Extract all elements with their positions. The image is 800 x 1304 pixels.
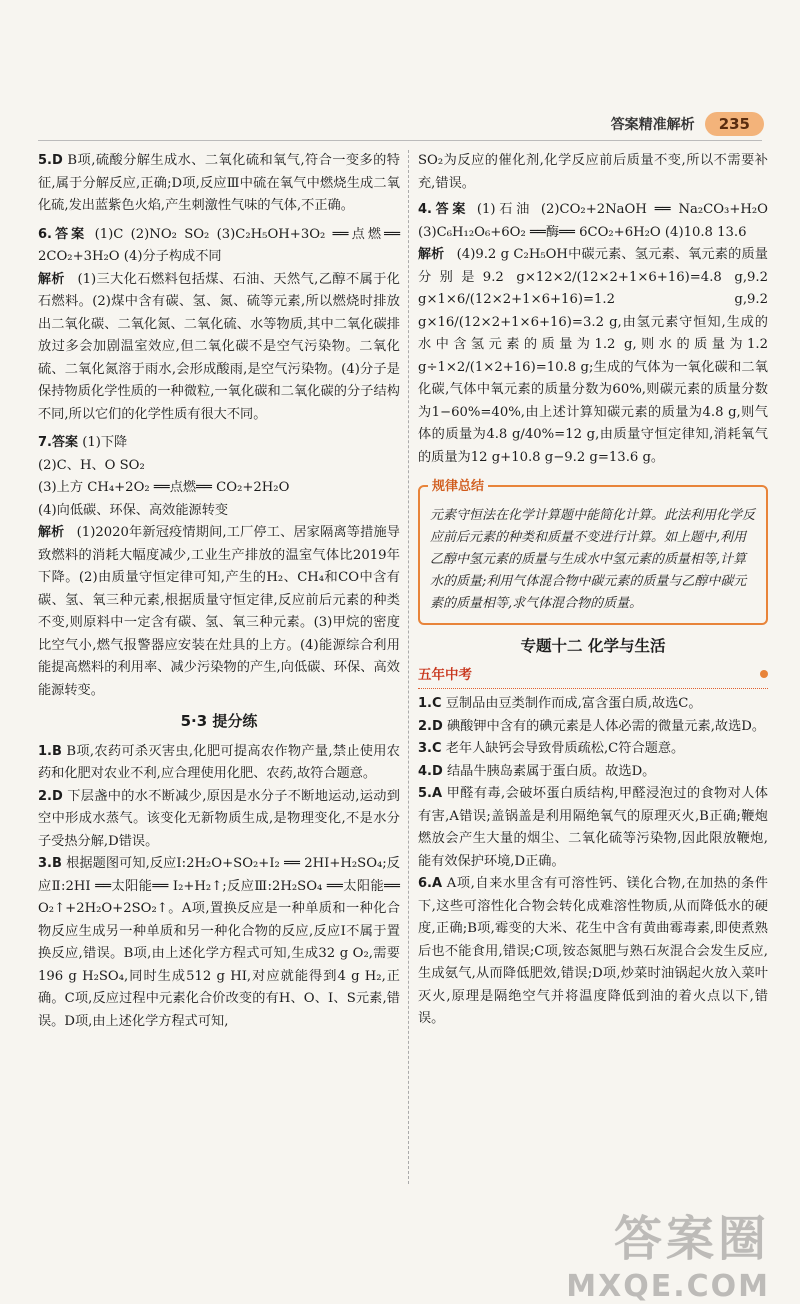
exam-item: 4.D 结晶牛胰岛素属于蛋白质。故选D。 xyxy=(418,763,656,779)
page-number: 235 xyxy=(705,112,764,136)
tip-text: 元素守恒法在化学计算题中能简化计算。此法利用化学反应前后元素的种类和质量不变进行计算。如上题中,利用乙醇中氢元素的质量与生成水中氢元素的质量相等,计算水的质量;利用气体混合物中碳元素的质量与乙醇中碳元素的质量相等,求气体混合物的质量。 xyxy=(430,508,756,611)
five-year-header: 五年中考 xyxy=(418,664,768,690)
analysis-7: 解析 (1)2020年新冠疫情期间,工厂停工、居家隔离等措施导致燃料的消耗大幅度减少,工业生产排放的温室气体比2019年下降。(2)由质量守恒定律可知,产生的H₂、CH₄和CO中含有碳、氢、氧三种元素,根据质量守恒定律,反应前后元素的种类不变,则原料中一定含有碳、氢、氧三种元素。(3)甲烷的密度比空气小,燃气报警器应安装在灶具的上方。(4)能源综合利用能提高燃料的利用率、减少污染物的产生,向低碳、环保、高效能源转变。 xyxy=(38,525,400,698)
answer-7-part4: (4)向低碳、环保、高效能源转变 xyxy=(38,502,229,518)
topic-title: 专题十二 化学与生活 xyxy=(520,637,666,655)
practice-1: 1.B B项,农药可杀灭害虫,化肥可提高农作物产量,禁止使用农药和化肥对农业不利,应合理使用化肥、农药,故符合题意。 xyxy=(38,743,400,781)
exam-item: 2.D 碘酸钾中含有的碘元素是人体必需的微量元素,故选D。 xyxy=(418,718,766,734)
practice-3-continued: SO₂为反应的催化剂,化学反应前后质量不变,所以不需要补充,错误。 xyxy=(418,153,768,191)
exam-item: 3.C 老年人缺钙会导致骨质疏松,C符合题意。 xyxy=(418,741,685,756)
section-title: 5·3 提分练 xyxy=(180,712,258,730)
left-column xyxy=(38,150,400,1033)
header-label: 答案精准解析 xyxy=(610,117,695,133)
answer-7-part2: (2)C、H、O SO₂ xyxy=(38,457,145,473)
watermark-logo: 答案圈 MXQE.COM xyxy=(566,1211,770,1304)
exam-answers xyxy=(418,693,768,1031)
analysis-6: 解析 (1)三大化石燃料包括煤、石油、天然气,乙醇不属于化石燃料。(2)煤中含有碳、氢、氮、硫等元素,所以燃烧时排放出二氧化碳、二氧化氮、二氧化硫、水等物质,其中二氧化碳排放过多会加剧温室效应,但二氧化碳不是空气污染物。二氧化硫、二氧化氮溶于雨水,会形成酸雨,是空气污染物。(4)分子是保持物质化学性质的一种微粒,一氧化碳和二氧化碳的分子结构不同,所以它们的化学性质有很大不同。 xyxy=(38,271,400,422)
answer-7: 7.答案 (1)下降 xyxy=(38,435,128,450)
page-header xyxy=(611,112,764,136)
tip-box xyxy=(418,479,768,625)
answer-5: 5.D B项,硫酸分解生成水、二氧化硫和氧气,符合一变多的特征,属于分解反应,正确;D项,反应Ⅲ中硫在氧气中燃烧生成二氧化硫,发出蓝紫色火焰,产生刺激性气味的气体,不正确。 xyxy=(38,153,400,213)
right-column xyxy=(418,150,768,1031)
practice-3: 3.B 根据题图可知,反应Ⅰ:2H₂O+SO₂+I₂ ══ 2HI+H₂SO₄;反应Ⅱ:2HI ══太阳能══ I₂+H₂↑;反应Ⅲ:2H₂SO₄ ══太阳能══ O₂↑+2H₂O+2SO₂↑。A项,置换反应是一种单质和一种化合物反应生成另一种单质和另一种化合物的反应,反应Ⅰ不属于置换反应,错误。B项,由上述化学方程式可知,生成32 g O₂,需要196 g H₂SO₄,同时生成512 g HI,对应就能得到4 g H₂,正确。C项,反应过程中元素化合价改变的有H、O、I、S元素,错误。D项,由上述化学方程式可知, xyxy=(38,856,400,1029)
bullet-dot-icon xyxy=(760,670,768,678)
answer-4: 4.答案 (1)石油 (2)CO₂+2NaOH ══ Na₂CO₃+H₂O (3)C₆H₁₂O₆+6O₂ ══酶══ 6CO₂+6H₂O (4)10.8 13.6 xyxy=(418,202,768,240)
answer-7-part3: (3)上方 CH₄+2O₂ ══点燃══ CO₂+2H₂O xyxy=(38,480,290,495)
exam-item: 5.A 甲醛有毒,会破坏蛋白质结构,甲醛浸泡过的食物对人体有害,A错误;盖锅盖是利用隔绝氧气的原理灭火,B正确;鞭炮燃放会产生大量的烟尘、二氧化硫等污染物,因此限放鞭炮,能有效保护环境,D正确。 xyxy=(418,786,768,869)
exam-item: 1.C 豆制品由豆类制作而成,富含蛋白质,故选C。 xyxy=(418,696,702,711)
exam-item: 6.A A项,自来水里含有可溶性钙、镁化合物,在加热的条件下,这些可溶性化合物会转化成难溶性物质,从而降低水的硬度,正确;B项,霉变的大米、花生中含有黄曲霉毒素,即使煮熟后也不能食用,错误;C项,铵态氮肥与熟石灰混合会发生反应,生成氨气,从而降低肥效,错误;D项,炒菜时油锅起火放入菜叶灭火,原理是隔绝空气并将温度降低到油的着火点以下,错误。 xyxy=(418,876,768,1026)
header-rule xyxy=(38,140,762,141)
tip-label: 规律总结 xyxy=(428,476,488,498)
answer-6: 6.答案 (1)C (2)NO₂ SO₂ (3)C₂H₅OH+3O₂ ══点燃══ 2CO₂+3H₂O (4)分子构成不同 xyxy=(38,226,401,264)
column-divider xyxy=(408,150,409,1184)
analysis-4: 解析 (4)9.2 g C₂H₅OH中碳元素、氢元素、氧元素的质量分别是9.2 g×12×2/(12×2+1×6+16)=4.8 g,9.2 g×1×6/(12×2+1×6+16)=1.2 g,9.2 g×16/(12×2+1×6+16)=3.2 g,由氢元素守恒知,生成的水中含氢元素的质量为1.2 g,则水的质量为1.2 g÷1×2/(1×2+16)=10.8 g;生成的气体为一氧化碳和二氧化碳,气体中氧元素的质量分数为60%,则碳元素的质量分数为1−60%=40%,由上述计算知碳元素的质量为4.8 g,则气体的质量为4.8 g/40%=12 g,由质量守恒定律知,消耗氧气的质量为12 g+10.8 g−9.2 g=13.6 g。 xyxy=(418,247,768,465)
practice-2: 2.D 下层盏中的水不断减少,原因是水分子不断地运动,运动到空中形成水蒸气。该变化无新物质生成,是物理变化,不是水分子受热分解,D错误。 xyxy=(38,788,400,849)
